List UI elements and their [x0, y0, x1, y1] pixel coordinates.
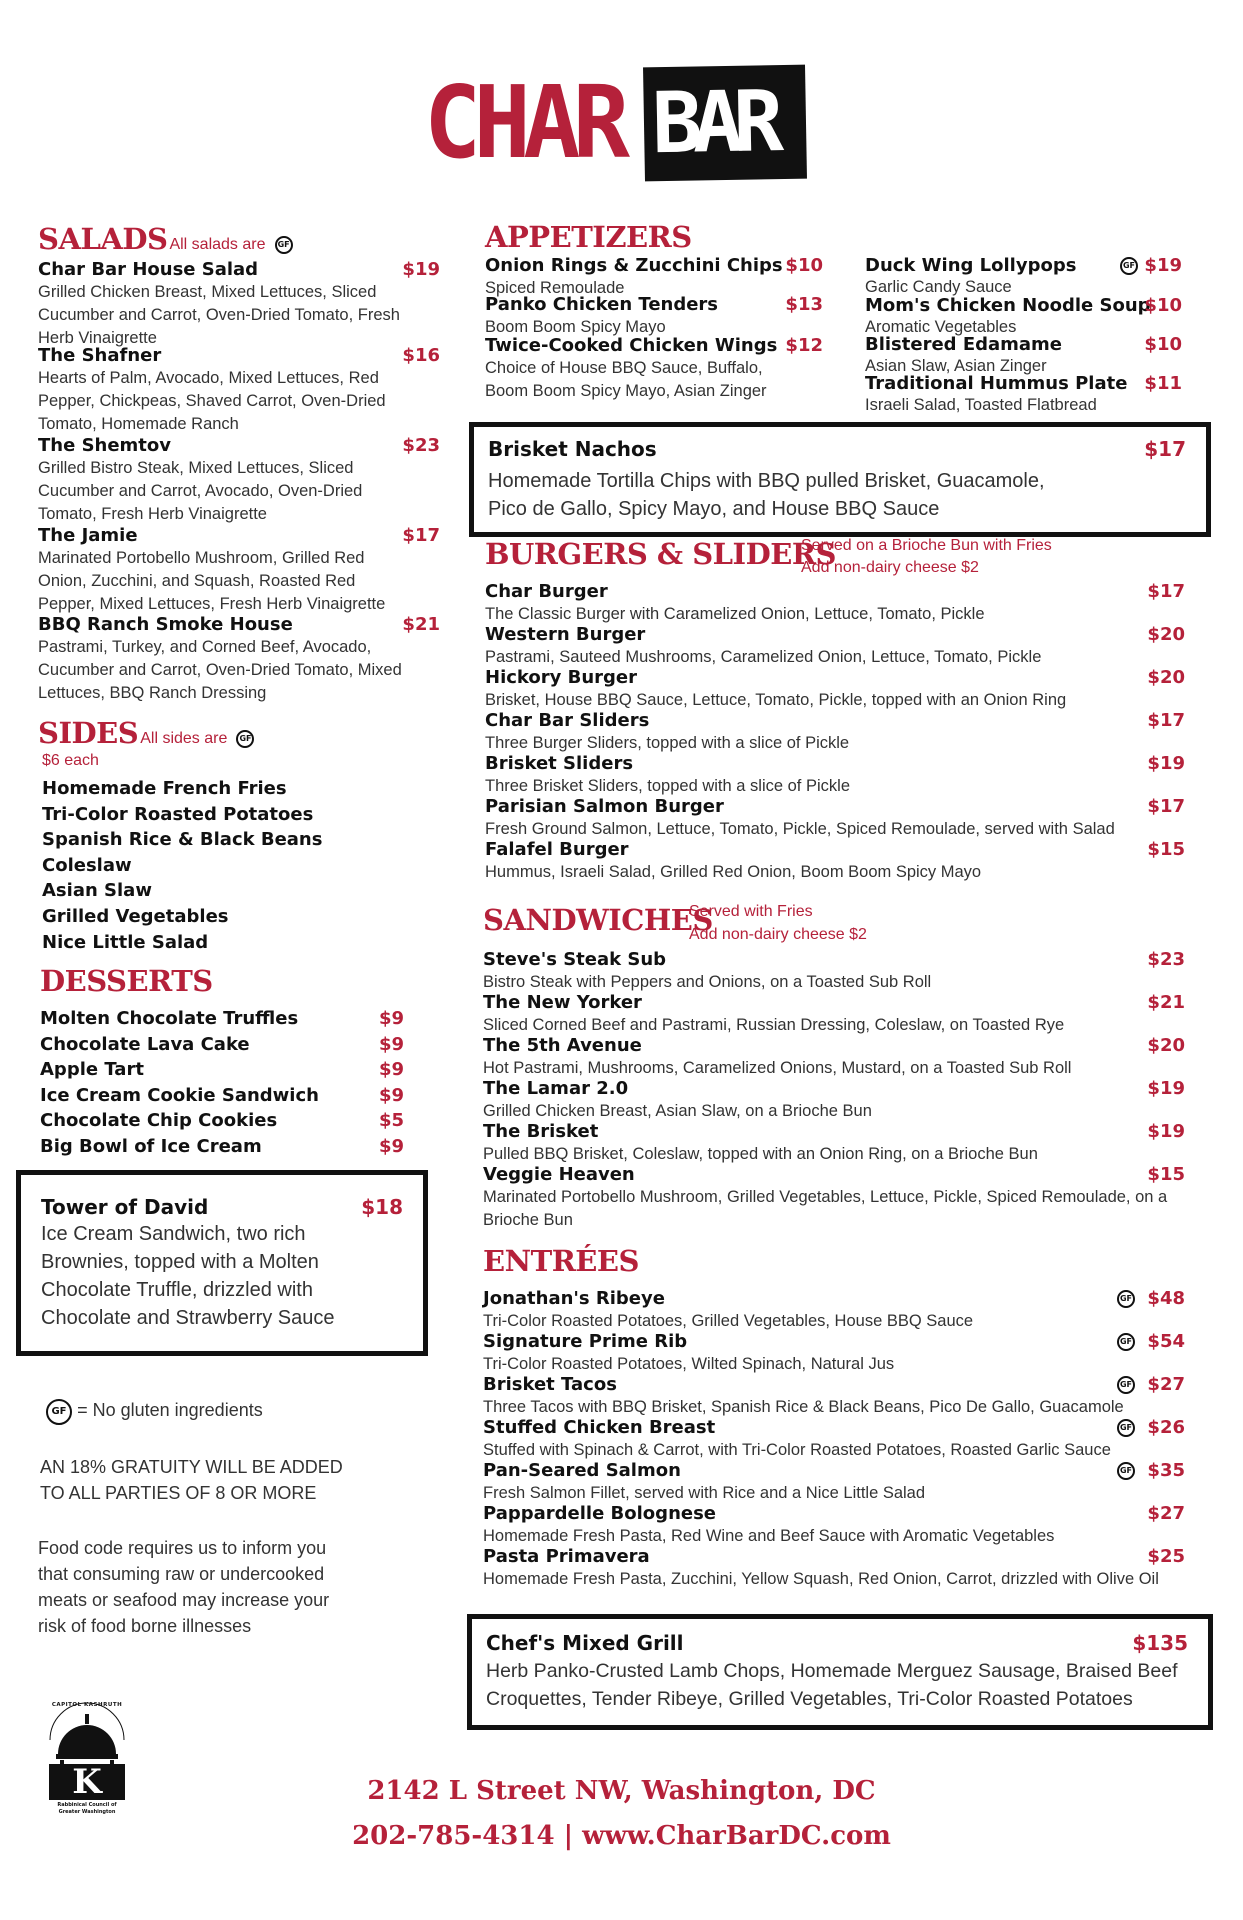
salad-item — [38, 614, 440, 705]
gf-icon: GF — [1117, 1333, 1135, 1351]
item-name: Ice Cream Cookie Sandwich — [40, 1084, 319, 1106]
sandwiches-note-1: Served with Fries — [689, 903, 813, 920]
entree-item — [483, 1503, 1185, 1548]
gratuity-notice: AN 18% GRATUITY WILL BE ADDED TO ALL PARTIES OF 8 OR MORE — [40, 1457, 343, 1503]
gf-legend — [46, 1398, 263, 1425]
feature-desc: Homemade Tortilla Chips with BBQ pulled Brisket, Guacamole, Pico de Gallo, Spicy Mayo, and House BBQ Sauce — [488, 470, 1045, 520]
burgers-section — [485, 537, 1185, 887]
entree-item — [483, 1374, 1185, 1419]
gf-icon: GF — [46, 1399, 72, 1425]
item-name: The Jamie — [38, 525, 138, 546]
item-name: The 5th Avenue — [483, 1035, 642, 1056]
item-desc: Homemade Fresh Pasta, Zucchini, Yellow Squash, Red Onion, Carrot, drizzled with Olive Oil — [483, 1570, 1159, 1588]
item-desc: Hot Pastrami, Mushrooms, Caramelized Onions, Mustard, on a Toasted Sub Roll — [483, 1059, 1072, 1077]
burgers-note-2: Add non-dairy cheese $2 — [801, 559, 979, 576]
item-name: Jonathan's Ribeye — [483, 1288, 665, 1309]
item-price: $10 — [1144, 334, 1182, 355]
item-name: Chocolate Chip Cookies — [40, 1110, 278, 1132]
sides-price-note: $6 each — [42, 752, 99, 769]
sides-title: SIDES — [38, 716, 139, 750]
item-price: $9 — [378, 1084, 404, 1106]
item-price: $25 — [1147, 1546, 1185, 1567]
item-name: Veggie Heaven — [483, 1164, 635, 1185]
item-name: Parisian Salmon Burger — [485, 796, 724, 817]
item-price: $11 — [1144, 373, 1182, 394]
side-item: Homemade French Fries — [42, 778, 287, 799]
dessert-item — [40, 1108, 404, 1134]
item-price: $12 — [785, 335, 823, 356]
item-price: $20 — [1147, 624, 1185, 645]
item-name: Traditional Hummus Plate — [865, 373, 1128, 394]
feature-desc: Ice Cream Sandwich, two rich Brownies, topped with a Molten Chocolate Truffle, drizzled with Chocolate and Strawberry Sauce — [41, 1223, 335, 1329]
item-price: $9 — [378, 1135, 404, 1157]
sandwiches-note-2: Add non-dairy cheese $2 — [689, 926, 867, 943]
item-name: Char Bar Sliders — [485, 710, 650, 731]
appetizers-title: APPETIZERS — [485, 220, 692, 254]
item-price: $17 — [402, 525, 440, 546]
item-name: Pan-Seared Salmon — [483, 1460, 681, 1481]
item-name: Twice-Cooked Chicken Wings — [485, 335, 778, 356]
appetizer-item — [865, 373, 1182, 415]
side-item: Spanish Rice & Black Beans — [42, 829, 323, 851]
kosher-top-text: CAPITOL KASHRUTH — [51, 1702, 123, 1708]
burgers-title: BURGERS & SLIDERS — [485, 537, 836, 571]
item-name: Steve's Steak Sub — [483, 949, 667, 970]
item-desc: Garlic Candy Sauce — [865, 278, 1012, 296]
brand-char: CHAR — [424, 64, 623, 181]
side-item: Asian Slaw — [42, 880, 152, 902]
feature-name: Tower of David — [41, 1195, 209, 1219]
item-desc: Three Burger Sliders, topped with a slice of Pickle — [485, 734, 850, 752]
feature-name: Chef's Mixed Grill — [486, 1631, 684, 1655]
brisket-nachos-box — [469, 422, 1211, 537]
gf-icon: GF — [275, 236, 293, 254]
gf-icon: GF — [1117, 1462, 1135, 1480]
item-price: $10 — [785, 255, 823, 276]
item-price: $20 — [1147, 667, 1185, 688]
entree-item — [483, 1331, 1185, 1376]
feature-price: $18 — [361, 1195, 403, 1219]
item-price: $15 — [1147, 1164, 1185, 1185]
burger-item — [485, 839, 1185, 884]
item-desc: Hearts of Palm, Avocado, Mixed Lettuces, Red Pepper, Chickpeas, Shaved Carrot, Oven-Dried Tomato, Homemade Ranch — [38, 369, 386, 433]
item-name: The Brisket — [483, 1121, 599, 1142]
item-price: $27 — [1147, 1374, 1185, 1395]
item-desc: Tri-Color Roasted Potatoes, Grilled Vegetables, House BBQ Sauce — [483, 1312, 974, 1330]
item-name: Hickory Burger — [485, 667, 638, 688]
chefs-mixed-grill-box — [467, 1614, 1213, 1730]
entrees-section — [483, 1244, 1185, 1604]
sides-list — [42, 776, 322, 955]
item-desc: Three Tacos with BBQ Brisket, Spanish Rice & Black Beans, Pico De Gallo, Guacamole — [483, 1398, 1124, 1416]
item-desc: The Classic Burger with Caramelized Onion, Lettuce, Tomato, Pickle — [485, 605, 985, 623]
item-name: Falafel Burger — [485, 839, 629, 860]
brand-bar-block — [643, 65, 807, 182]
item-desc: Spiced Remoulade — [485, 279, 625, 297]
item-desc: Brisket, House BBQ Sauce, Lettuce, Tomato, Pickle, topped with an Onion Ring — [485, 691, 1067, 709]
appetizers-section — [485, 220, 1185, 420]
item-name: Onion Rings & Zucchini Chips — [485, 255, 783, 276]
item-desc: Fresh Salmon Fillet, served with Rice and a Nice Little Salad — [483, 1484, 926, 1502]
item-price: $19 — [1147, 753, 1185, 774]
item-desc: Fresh Ground Salmon, Lettuce, Tomato, Pickle, Spiced Remoulade, served with Salad — [485, 820, 1115, 838]
item-desc: Choice of House BBQ Sauce, Buffalo, Boom Boom Spicy Mayo, Asian Zinger — [485, 359, 767, 400]
item-name: The New Yorker — [483, 992, 642, 1013]
gf-icon: GF — [236, 730, 254, 748]
appetizer-item — [865, 334, 1182, 376]
item-name: Mom's Chicken Noodle Soup — [865, 295, 1151, 316]
kosher-letter: K — [72, 1762, 102, 1802]
salads-title: SALADS — [38, 222, 168, 256]
salad-item — [38, 435, 440, 526]
item-name: Brisket Tacos — [483, 1374, 617, 1395]
item-desc: Bistro Steak with Peppers and Onions, on a Toasted Sub Roll — [483, 973, 932, 991]
appetizer-item — [485, 335, 823, 403]
item-name: Panko Chicken Tenders — [485, 294, 719, 315]
sandwich-item — [483, 1078, 1185, 1123]
entree-item — [483, 1546, 1185, 1591]
burger-item — [485, 710, 1185, 755]
item-name: Char Burger — [485, 581, 608, 602]
salads-note: All salads are — [169, 236, 266, 253]
desserts-title: DESSERTS — [40, 964, 213, 998]
gf-icon: GF — [1120, 257, 1138, 275]
item-name: Apple Tart — [40, 1059, 144, 1081]
side-item: Coleslaw — [42, 854, 132, 876]
feature-name: Brisket Nachos — [488, 437, 657, 461]
salad-item — [38, 345, 440, 436]
side-item: Grilled Vegetables — [42, 905, 229, 927]
item-name: Brisket Sliders — [485, 753, 634, 774]
item-price: $21 — [402, 614, 440, 635]
sides-note: All sides are — [140, 730, 228, 747]
feature-desc: Herb Panko-Crusted Lamb Chops, Homemade Merguez Sausage, Braised Beef Croquettes, Tender Ribeye, Grilled Vegetables, Tri-Color Roasted Potatoes — [486, 1660, 1178, 1710]
item-desc: Hummus, Israeli Salad, Grilled Red Onion, Boom Boom Spicy Mayo — [485, 863, 982, 881]
item-price: $17 — [1147, 710, 1185, 731]
item-desc: Grilled Chicken Breast, Asian Slaw, on a Brioche Bun — [483, 1102, 872, 1120]
item-desc: Aromatic Vegetables — [865, 318, 1017, 336]
entree-item — [483, 1460, 1185, 1505]
item-price: $16 — [402, 345, 440, 366]
item-desc: Grilled Bistro Steak, Mixed Lettuces, Sliced Cucumber and Carrot, Avocado, Oven-Dried Tomato, Fresh Herb Vinaigrette — [38, 459, 363, 523]
gf-icon: GF — [1117, 1419, 1135, 1437]
item-price: $13 — [785, 294, 823, 315]
food-code-notice: Food code requires us to inform you that consuming raw or undercooked meats or seafood may increase your risk of food borne illnesses — [38, 1538, 330, 1636]
dessert-item — [40, 1083, 404, 1109]
item-desc: Pastrami, Turkey, and Corned Beef, Avocado, Cucumber and Carrot, Oven-Dried Tomato, Mixed Lettuces, BBQ Ranch Dressing — [38, 638, 402, 702]
item-desc: Boom Boom Spicy Mayo — [485, 318, 666, 336]
desserts-section — [40, 964, 404, 1164]
footer-contact: 202-785-4314 | www.CharBarDC.com — [352, 1821, 891, 1851]
item-price: $19 — [1147, 1121, 1185, 1142]
burger-item — [485, 581, 1185, 626]
item-desc: Grilled Chicken Breast, Mixed Lettuces, Sliced Cucumber and Carrot, Oven-Dried Tomato, Fresh Herb Vinaigrette — [38, 283, 400, 347]
item-name: Stuffed Chicken Breast — [483, 1417, 716, 1438]
sandwich-item — [483, 1035, 1185, 1080]
item-price: $5 — [378, 1110, 404, 1132]
appetizer-item — [865, 295, 1182, 337]
item-price: $9 — [378, 1008, 404, 1029]
sandwich-item — [483, 949, 1185, 994]
item-price: $23 — [402, 435, 440, 456]
item-price: $35 — [1147, 1460, 1185, 1481]
item-price: $26 — [1147, 1417, 1185, 1438]
item-price: $48 — [1147, 1288, 1185, 1309]
item-name: Big Bowl of Ice Cream — [40, 1135, 262, 1157]
feature-price: $135 — [1132, 1631, 1188, 1655]
sandwiches-title: SANDWICHES — [483, 903, 713, 937]
item-price: $20 — [1147, 1035, 1185, 1056]
gf-icon: GF — [1117, 1376, 1135, 1394]
footer-address: 2142 L Street NW, Washington, DC — [367, 1776, 876, 1806]
sandwich-item — [483, 1164, 1185, 1232]
dessert-item — [40, 1134, 404, 1160]
tower-of-david-box — [16, 1170, 428, 1356]
dessert-list — [40, 1006, 404, 1160]
item-desc: Tri-Color Roasted Potatoes, Wilted Spinach, Natural Jus — [483, 1355, 895, 1373]
salad-item — [38, 525, 440, 616]
salads-section — [38, 222, 440, 717]
item-price: $9 — [378, 1059, 404, 1081]
burgers-note-1: Served on a Brioche Bun with Fries — [801, 537, 1052, 554]
item-desc: Pulled BBQ Brisket, Coleslaw, topped with an Onion Ring, on a Brioche Bun — [483, 1145, 1038, 1163]
item-price: $19 — [1147, 1078, 1185, 1099]
entrees-title: ENTRÉES — [483, 1244, 639, 1278]
side-item: Tri-Color Roasted Potatoes — [42, 803, 314, 825]
burger-item — [485, 753, 1185, 798]
item-desc: Marinated Portobello Mushroom, Grilled Red Onion, Zucchini, and Squash, Roasted Red Pepper, Mixed Lettuces, Fresh Herb Vinaigrette — [38, 549, 386, 613]
sandwich-item — [483, 992, 1185, 1037]
item-name: Blistered Edamame — [865, 334, 1063, 355]
item-price: $27 — [1147, 1503, 1185, 1524]
item-price: $10 — [1144, 295, 1182, 316]
item-price: $54 — [1147, 1331, 1185, 1352]
sides-section — [38, 716, 440, 953]
item-desc: Homemade Fresh Pasta, Red Wine and Beef Sauce with Aromatic Vegetables — [483, 1527, 1055, 1545]
entree-item — [483, 1288, 1185, 1333]
item-desc: Marinated Portobello Mushroom, Grilled Vegetables, Lettuce, Pickle, Spiced Remoulade, on a Brioche Bun — [483, 1188, 1168, 1229]
item-price: $17 — [1147, 581, 1185, 602]
item-name: Chocolate Lava Cake — [40, 1033, 250, 1055]
item-name: Signature Prime Rib — [483, 1331, 688, 1352]
dessert-item — [40, 1032, 404, 1058]
item-name: Duck Wing Lollypops — [865, 255, 1077, 276]
item-name: Pasta Primavera — [483, 1546, 650, 1567]
brand-bar: BAR — [651, 72, 775, 173]
item-name: Pappardelle Bolognese — [483, 1503, 717, 1524]
dessert-item — [40, 1057, 404, 1083]
item-name: BBQ Ranch Smoke House — [38, 614, 293, 635]
item-desc: Israeli Salad, Toasted Flatbread — [865, 396, 1097, 414]
item-price: $21 — [1147, 992, 1185, 1013]
item-name: Molten Chocolate Truffles — [40, 1008, 299, 1029]
gf-icon: GF — [1117, 1290, 1135, 1308]
item-name: The Shafner — [38, 345, 162, 366]
item-price: $19 — [1144, 255, 1182, 276]
item-desc: Pastrami, Sauteed Mushrooms, Caramelized Onion, Lettuce, Tomato, Pickle — [485, 648, 1042, 666]
item-price: $23 — [1147, 949, 1185, 970]
sandwiches-section — [483, 903, 1185, 1233]
salad-item — [38, 259, 440, 350]
item-price: $19 — [402, 259, 440, 280]
burger-item — [485, 796, 1185, 841]
sandwich-item — [483, 1121, 1185, 1166]
dessert-item — [40, 1006, 404, 1032]
entree-item — [483, 1417, 1185, 1462]
brand-logo — [424, 66, 806, 184]
item-name: The Lamar 2.0 — [483, 1078, 629, 1099]
burger-item — [485, 667, 1185, 712]
side-item: Nice Little Salad — [42, 931, 209, 953]
kosher-bottom-text: Rabbinical Council of Greater Washington — [57, 1802, 117, 1815]
item-price: $17 — [1147, 796, 1185, 817]
item-desc: Sliced Corned Beef and Pastrami, Russian Dressing, Coleslaw, on Toasted Rye — [483, 1016, 1065, 1034]
item-name: The Shemtov — [38, 435, 172, 456]
appetizer-item — [485, 294, 823, 339]
item-desc: Three Brisket Sliders, topped with a slice of Pickle — [485, 777, 850, 795]
gf-legend-text: = No gluten ingredients — [77, 1400, 263, 1420]
item-price: $15 — [1147, 839, 1185, 860]
item-desc: Asian Slaw, Asian Zinger — [865, 357, 1047, 375]
burger-item — [485, 624, 1185, 669]
item-price: $9 — [378, 1033, 404, 1055]
appetizer-item — [865, 255, 1182, 297]
item-desc: Stuffed with Spinach & Carrot, with Tri-Color Roasted Potatoes, Roasted Garlic Sauce — [483, 1441, 1111, 1459]
item-name: Char Bar House Salad — [38, 259, 259, 280]
feature-price: $17 — [1144, 437, 1186, 461]
item-name: Western Burger — [485, 624, 646, 645]
